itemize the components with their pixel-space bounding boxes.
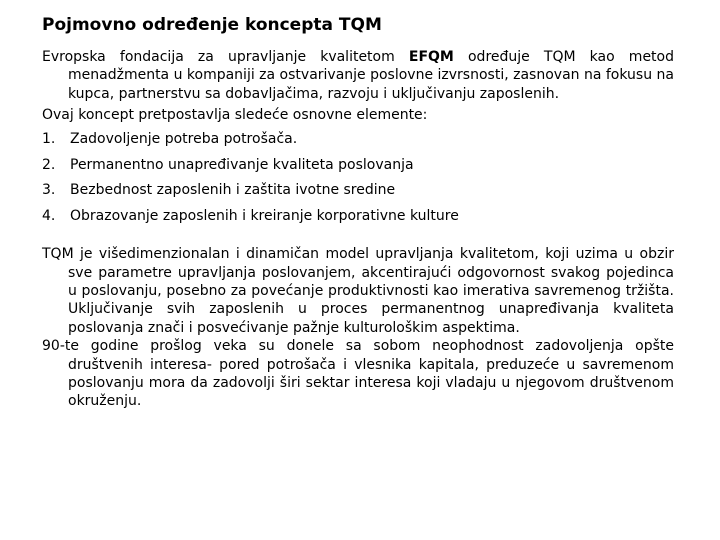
list-item-text: Zadovoljenje potreba potrošača.: [70, 131, 298, 148]
intro-text-start: Evropska fondacija za upravljanje kvalitetom: [42, 49, 409, 65]
list-item-number: 4.: [42, 207, 56, 224]
list-item: [42, 127, 674, 153]
list-item: [42, 204, 674, 230]
concept-line: Ovaj koncept pretpostavlja sledeće osnovne elemente:: [42, 107, 428, 124]
elements-list: [42, 127, 674, 229]
intro-text-end: određuje TQM kao metod menadžmenta u kompaniji za ostvarivanje poslovne izvrsnosti, zasnovan na fokusu na kupca, partnerstvu sa dobavljačima, razvoju i uključivanju zaposlenih.: [68, 49, 674, 102]
intro-bold-acronym: EFQM: [408, 49, 454, 65]
list-item-number: 3.: [42, 182, 56, 199]
list-item-text: Permanentno unapređivanje kvaliteta poslovanja: [70, 156, 414, 173]
list-item: [42, 178, 674, 204]
list-item-number: 2.: [42, 156, 56, 173]
list-item-text: Obrazovanje zaposlenih i kreiranje korporativne kulture: [70, 207, 459, 224]
nineties-paragraph: 90-te godine prošlog veka su donele sa sobom neophodnost zadovoljenja opšte društvenih interesa- pored potrošača i vlesnika kapitala, preduzeće u savremenom poslovanju mora da zadovolji širi sektar interesa koji vladaju u njegovom društvenom okruženju.: [42, 338, 674, 410]
tqm-paragraph: TQM je višedimenzionalan i dinamičan model upravljanja kvalitetom, koji uzima u obzir sve parametre upravljanja poslovanjem, akcentirajući odgovornost svakog pojedinca u poslovanju, posebno za povećanje produktivnosti kao imerativa savremenog tržišta. Uključivanje svih zaposlenih u proces permanentnog unapređivanja kvaliteta poslovanja znači i posvećivanje pažnje kulturološkim aspektima.: [42, 246, 674, 336]
spacer: [42, 229, 674, 245]
slide-content: [42, 14, 674, 411]
list-item-number: 1.: [42, 131, 56, 148]
slide-title: Pojmovno određenje koncepta TQM: [42, 15, 382, 35]
list-item: [42, 153, 674, 179]
intro-paragraph: [42, 48, 674, 103]
list-item-text: Bezbednost zaposlenih i zaštita ivotne sredine: [70, 182, 396, 199]
